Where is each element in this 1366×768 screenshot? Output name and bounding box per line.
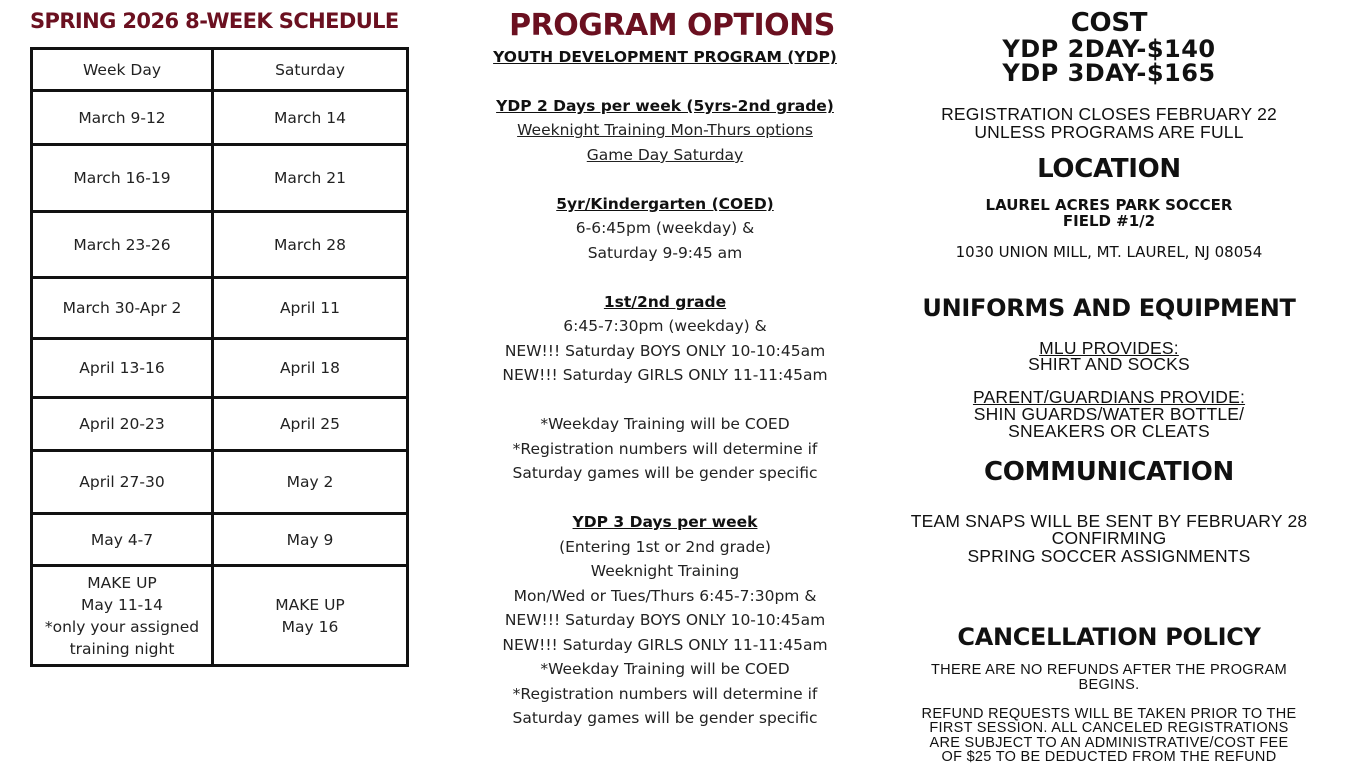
three-day-heading: YDP 3 Days per week [572,513,758,531]
makeup-note: *only your assigned [44,617,200,636]
cancellation-text: FIRST SESSION. ALL CANCELED REGISTRATIONS [929,720,1289,736]
cancellation-text: BEGINS. [1078,677,1140,693]
saturday-cell: March 21 [213,145,408,212]
note-line: *Registration numbers will determine if [512,440,818,458]
cancellation-text: REFUND REQUESTS WILL BE TAKEN PRIOR TO THE [921,706,1297,722]
table-row [32,451,408,514]
mlu-provides-label: MLU PROVIDES: [1039,338,1179,358]
note-line: *Weekday Training will be COED [540,415,790,433]
table-row [32,91,408,145]
location-address: 1030 UNION MILL, MT. LAUREL, NJ 08054 [955,243,1263,261]
communication-line: TEAM SNAPS WILL BE SENT BY FEBRUARY 28 [910,511,1308,531]
three-day-line: NEW!!! Saturday BOYS ONLY 10-10:45am [504,611,826,629]
three-day-line: *Weekday Training will be COED [540,660,790,678]
table-row [32,398,408,451]
makeup-row [32,566,408,666]
cost-line: YDP 3DAY-$165 [1002,59,1216,87]
kinder-line: Saturday 9-9:45 am [587,244,743,262]
first-second-line: NEW!!! Saturday BOYS ONLY 10-10:45am [504,342,826,360]
makeup-saturday-cell [213,566,408,666]
location-name: LAUREL ACRES PARK SOCCER [985,196,1233,214]
weekday-cell: May 4-7 [32,514,213,566]
saturday-cell: April 18 [213,339,408,398]
three-day-line: Saturday games will be gender specific [512,709,818,727]
table-row [32,514,408,566]
communication-title: COMMUNICATION [983,457,1235,487]
kinder-heading: 5yr/Kindergarten (COED) [556,195,774,213]
kinder-line: 6-6:45pm (weekday) & [575,219,755,237]
makeup-weekday-cell [32,566,213,666]
cost-title: COST [1070,8,1148,38]
two-day-heading: YDP 2 Days per week (5yrs-2nd grade) [496,97,834,115]
column-header-saturday: Saturday [213,49,408,91]
makeup-dates: May 16 [281,617,339,636]
communication-line: CONFIRMING [1051,528,1167,548]
makeup-dates: May 11-14 [80,595,163,614]
weekday-cell: April 20-23 [32,398,213,451]
weekday-cell: April 13-16 [32,339,213,398]
schedule-table [30,47,409,667]
weekday-cell: March 23-26 [32,212,213,278]
saturday-cell: May 2 [213,451,408,514]
weekday-cell: April 27-30 [32,451,213,514]
two-day-line: Weeknight Training Mon-Thurs options [517,121,813,139]
three-day-line: NEW!!! Saturday GIRLS ONLY 11-11:45am [502,636,828,654]
table-row [32,278,408,339]
parent-provides-label: PARENT/GUARDIANS PROVIDE: [972,387,1246,407]
cancellation-text: THERE ARE NO REFUNDS AFTER THE PROGRAM [931,662,1287,678]
first-second-line: 6:45-7:30pm (weekday) & [563,317,767,335]
cancellation-text: ARE SUBJECT TO AN ADMINISTRATIVE/COST FEE [929,735,1289,751]
registration-line: UNLESS PROGRAMS ARE FULL [974,122,1244,142]
three-day-line: Mon/Wed or Tues/Thurs 6:45-7:30pm & [513,587,817,605]
cancellation-text: OF $25 TO BE DEDUCTED FROM THE REFUND [941,749,1277,765]
program-options-title: PROGRAM OPTIONS [509,8,835,43]
three-day-line: Weeknight Training [590,562,740,580]
table-header-row [32,49,408,91]
three-day-line: *Registration numbers will determine if [512,685,818,703]
first-second-heading: 1st/2nd grade [603,293,727,311]
table-row [32,145,408,212]
note-line: Saturday games will be gender specific [512,464,818,482]
first-second-line: NEW!!! Saturday GIRLS ONLY 11-11:45am [502,366,828,384]
table-row [32,212,408,278]
saturday-cell: April 11 [213,278,408,339]
column-header-weekday: Week Day [32,49,213,91]
ydp-heading: YOUTH DEVELOPMENT PROGRAM (YDP) [493,48,837,66]
registration-line: REGISTRATION CLOSES FEBRUARY 22 [941,104,1277,124]
three-day-line: (Entering 1st or 2nd grade) [559,538,771,556]
makeup-label: MAKE UP [275,595,345,614]
weekday-cell: March 16-19 [32,145,213,212]
uniforms-title: UNIFORMS AND EQUIPMENT [922,294,1296,322]
location-title: LOCATION [1037,154,1181,184]
mlu-provides-items: SHIRT AND SOCKS [1028,354,1190,374]
weekday-cell: March 30-Apr 2 [32,278,213,339]
communication-line: SPRING SOCCER ASSIGNMENTS [967,546,1251,566]
cost-line: YDP 2DAY-$140 [1002,35,1216,63]
saturday-cell: March 28 [213,212,408,278]
table-row [32,339,408,398]
weekday-cell: March 9-12 [32,91,213,145]
saturday-cell: April 25 [213,398,408,451]
saturday-cell: March 14 [213,91,408,145]
makeup-label: MAKE UP [87,573,157,592]
parent-provides-items: SNEAKERS OR CLEATS [1008,421,1210,441]
two-day-line: Game Day Saturday [586,146,744,164]
schedule-title: SPRING 2026 8-WEEK SCHEDULE [30,9,399,33]
location-name: FIELD #1/2 [1062,212,1156,230]
cancellation-title: CANCELLATION POLICY [957,623,1261,651]
parent-provides-items: SHIN GUARDS/WATER BOTTLE/ [973,404,1245,424]
makeup-note: training night [69,639,175,658]
saturday-cell: May 9 [213,514,408,566]
